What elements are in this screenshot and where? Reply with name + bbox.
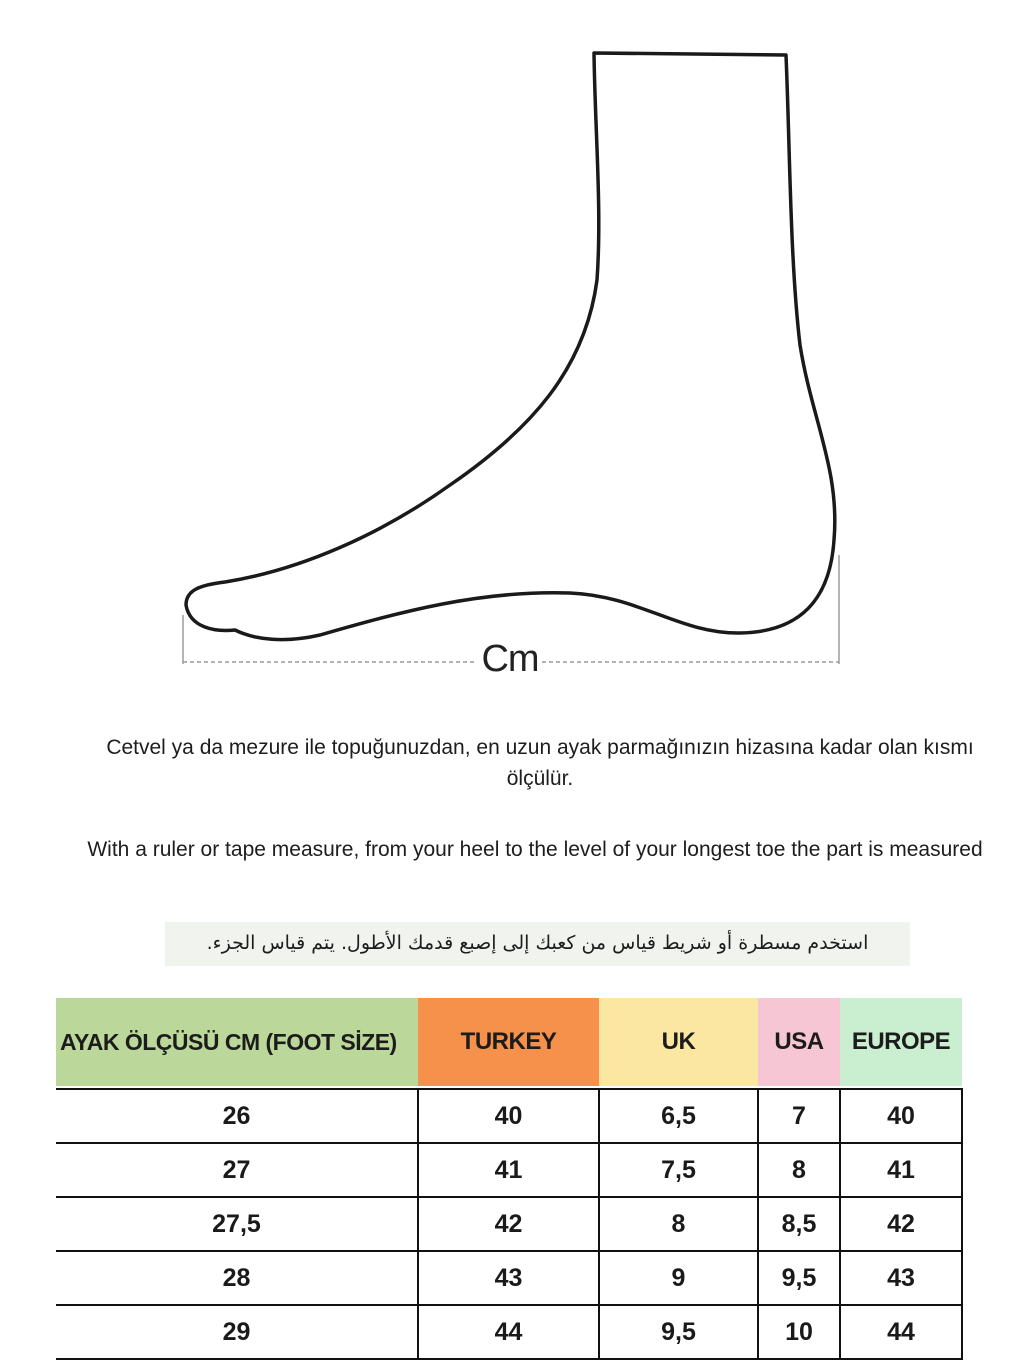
cell-uk: 9,5 [599, 1305, 758, 1359]
foot-outline [186, 53, 835, 640]
cell-europe: 43 [840, 1251, 962, 1305]
cell-europe: 42 [840, 1197, 962, 1251]
measure-unit-label: Cm [481, 638, 539, 680]
instruction-turkish: Cetvel ya da mezure ile topuğunuzdan, en uzun ayak parmağınızın hizasına kadar olan kısmı ölçülür. [106, 736, 974, 790]
cell-usa: 7 [758, 1089, 840, 1143]
table-header-row [56, 998, 962, 1086]
instruction-arabic: استخدم مسطرة أو شريط قياس من كعبك إلى إصبع قدمك الأطول. يتم قياس الجزء. [165, 922, 910, 966]
cell-europe: 44 [840, 1305, 962, 1359]
header-usa: USA [758, 998, 840, 1086]
cell-usa: 8,5 [758, 1197, 840, 1251]
cell-usa: 8 [758, 1143, 840, 1197]
cell-uk: 7,5 [599, 1143, 758, 1197]
cell-europe: 40 [840, 1089, 962, 1143]
cell-uk: 6,5 [599, 1089, 758, 1143]
table-body [56, 1086, 962, 1359]
table-row [56, 1197, 962, 1251]
cell-uk: 8 [599, 1197, 758, 1251]
header-turkey: TURKEY [418, 998, 599, 1086]
cell-usa: 9,5 [758, 1251, 840, 1305]
cell-usa: 10 [758, 1305, 840, 1359]
cell-turkey: 42 [418, 1197, 599, 1251]
cell-turkey: 44 [418, 1305, 599, 1359]
cell-foot-size-cm: 26 [56, 1089, 418, 1143]
size-conversion-table [56, 998, 963, 1360]
cell-uk: 9 [599, 1251, 758, 1305]
table-row [56, 1305, 962, 1359]
header-europe: EUROPE [840, 998, 962, 1086]
cell-turkey: 43 [418, 1251, 599, 1305]
cell-turkey: 40 [418, 1089, 599, 1143]
cell-europe: 41 [840, 1143, 962, 1197]
cell-foot-size-cm: 27 [56, 1143, 418, 1197]
cell-turkey: 41 [418, 1143, 599, 1197]
header-uk: UK [599, 998, 758, 1086]
table-row [56, 1089, 962, 1143]
cell-foot-size-cm: 28 [56, 1251, 418, 1305]
cell-foot-size-cm: 27,5 [56, 1197, 418, 1251]
table-row [56, 1251, 962, 1305]
instruction-english: With a ruler or tape measure, from your heel to the level of your longest toe the part is measured [87, 838, 983, 861]
table-row [56, 1143, 962, 1197]
cell-foot-size-cm: 29 [56, 1305, 418, 1359]
header-foot-size-cm: AYAK ÖLÇÜSÜ CM (FOOT SİZE) [56, 998, 418, 1086]
